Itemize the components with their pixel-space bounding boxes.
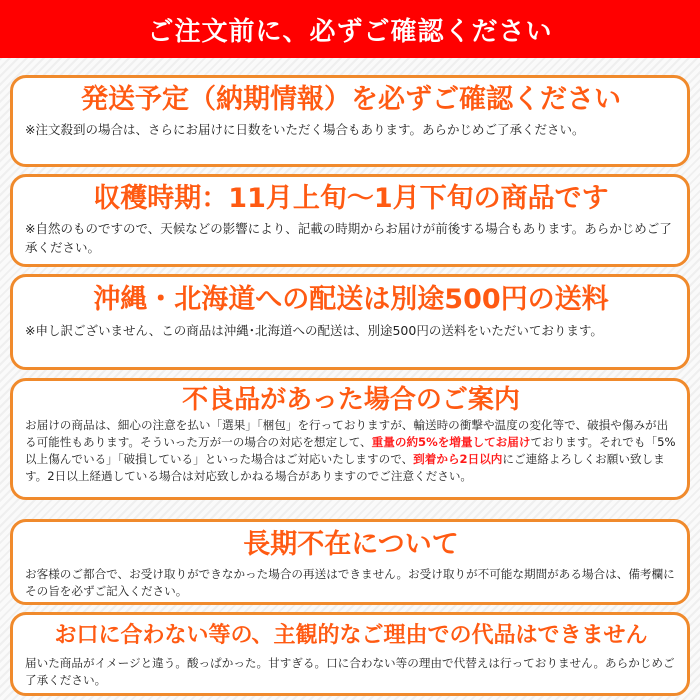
notice-body: ※注文殺到の場合は、さらにお届けに日数をいただく場合もあります。あらかじめご了承ください。 bbox=[25, 122, 585, 137]
notice-body: ※自然のものですので、天候などの影響により、記載の時期からお届けが前後する場合もあります。あらかじめご了承ください。 bbox=[25, 221, 672, 255]
notice-long-absence bbox=[10, 519, 690, 605]
header-banner bbox=[0, 0, 700, 58]
notice-shipping-schedule bbox=[10, 75, 690, 167]
notice-body: ※申し訳ございません、この商品は沖縄･北海道への配送は、別途500円の送料をいただいております。 bbox=[25, 323, 603, 338]
notice-defective-items bbox=[10, 378, 690, 500]
notice-no-subjective-returns bbox=[10, 612, 690, 696]
body-text: にご連絡よろしくお願い致します。2日以上経過している場合は対応致しかねる場合がありますのでご注意ください。 bbox=[25, 452, 665, 483]
header-title: ご注文前に、必ずご確認ください bbox=[147, 16, 553, 47]
notice-title: 発送予定（納期情報）を必ずご確認ください bbox=[81, 84, 621, 115]
notice-title: 沖縄・北海道への配送は別途500円の送料 bbox=[93, 284, 609, 315]
body-text: ております。それでも「5%以上傷んでいる」「破損している」といった場合はご対応いたしますので、 bbox=[25, 435, 676, 466]
notice-extra-shipping-fee bbox=[10, 274, 690, 370]
highlight-text: 到着から2日以内 bbox=[413, 452, 503, 466]
notice-body bbox=[25, 417, 677, 485]
notice-body: 届いた商品がイメージと違う。酸っぱかった。甘すぎる。口に合わない等の理由で代替えは行っておりません。あらかじめご了承ください。 bbox=[25, 656, 675, 687]
notice-harvest-period bbox=[10, 174, 690, 267]
notice-title: 不良品があった場合のご案内 bbox=[182, 385, 520, 415]
notice-title: 長期不在について bbox=[243, 529, 459, 560]
notice-body: お客様のご都合で、お受け取りができなかった場合の再送はできません。お受け取りが不可能な期間がある場合は、備考欄にその旨を必ずご記入ください。 bbox=[25, 567, 675, 598]
highlight-text: 重量の約5%を増量してお届け bbox=[371, 435, 531, 449]
notice-title: 収穫時期：11月上旬〜1月下旬の商品です bbox=[93, 183, 609, 214]
notice-title: お口に合わない等の、主観的なご理由での代品はできません bbox=[54, 623, 648, 648]
body-text: お届けの商品は、細心の注意を払い「選果」「梱包」を行っておりますが、輸送時の衝撃や温度の変化等で、破損や傷みが出る可能性もあります。そういった万が一の場合の対応を想定して、 bbox=[25, 418, 669, 449]
